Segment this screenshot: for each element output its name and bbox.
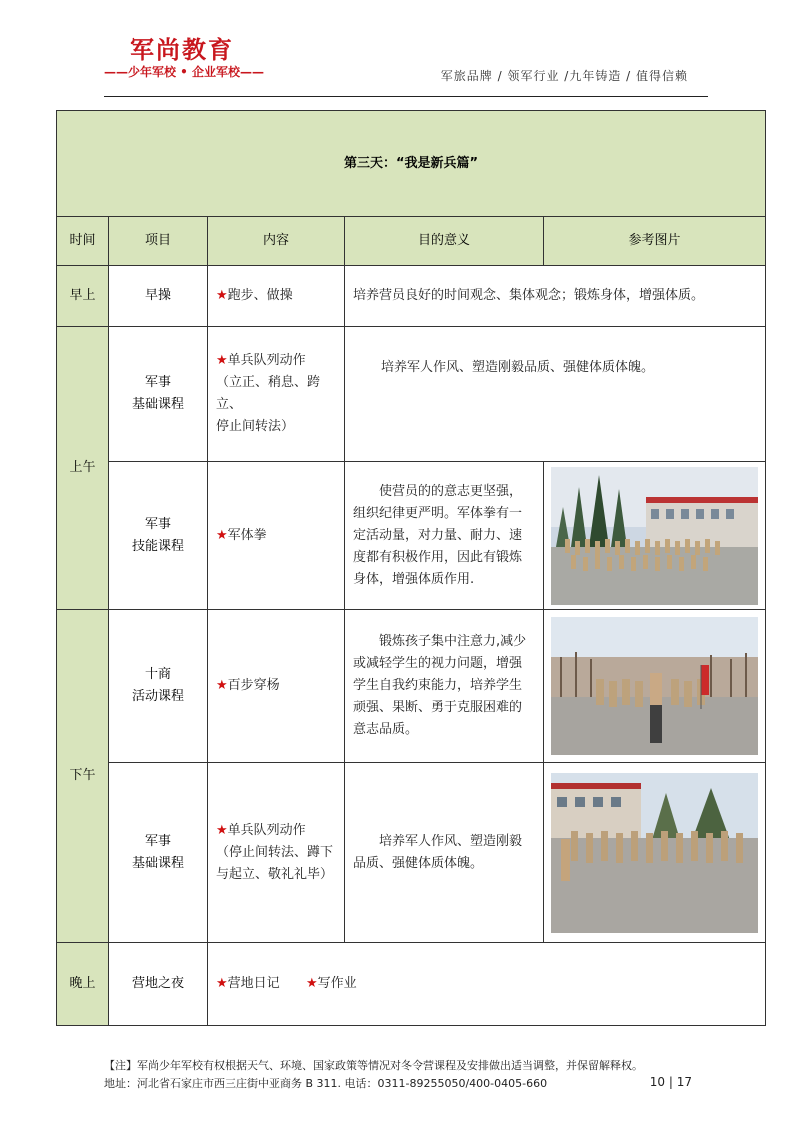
column-header-photo: 参考图片 [544, 217, 766, 266]
project-cell: 早操 [109, 266, 208, 327]
time-cell-forenoon: 上午 [57, 327, 109, 610]
schedule-table [56, 110, 766, 1026]
content-cell: ★军体拳 [208, 462, 345, 610]
purpose-cell: 培养军人作风、塑造刚毅品质、强健体质体魄。 [345, 327, 766, 462]
content-cell: ★跑步、做操 [208, 266, 345, 327]
project-cell: 军事 技能课程 [109, 462, 208, 610]
column-header-purpose: 目的意义 [345, 217, 544, 266]
content-cell: ★百步穿杨 [208, 610, 345, 763]
column-header-content: 内容 [208, 217, 345, 266]
column-header-project: 项目 [109, 217, 208, 266]
table-row [57, 327, 766, 462]
project-cell: 十商 活动课程 [109, 610, 208, 763]
star-icon: ★ [216, 288, 228, 303]
project-cell: 营地之夜 [109, 943, 208, 1026]
table-row [57, 266, 766, 327]
table-row [57, 462, 766, 610]
content-cell: ★营地日记 ★写作业 [208, 943, 766, 1026]
time-cell-evening: 晚上 [57, 943, 109, 1026]
header-divider [104, 96, 708, 97]
table-row [57, 610, 766, 763]
purpose-cell: 锻炼孩子集中注意力,减少或减轻学生的视力问题，增强学生自我约束能力，培养学生顽强、果断、勇于克服困难的意志品质。 [345, 610, 544, 763]
time-cell-afternoon: 下午 [57, 610, 109, 943]
star-icon: ★ [216, 976, 228, 991]
content-cell: ★单兵队列动作 （立正、稍息、跨立、 停止间转法） [208, 327, 345, 462]
footer-note: 【注】军尚少年军校有权根据天气、环境、国家政策等情况对冬令营课程及安排做出适当调整，并保留解释权。 [104, 1059, 643, 1072]
purpose-cell: 培养军人作风、塑造刚毅品质、强健体质体魄。 [345, 763, 544, 943]
logo-title: 军尚教育 [130, 35, 234, 64]
page-number: 10 | 17 [649, 1075, 692, 1089]
drill-photo-image [551, 467, 758, 605]
content-cell: ★单兵队列动作 （停止间转法、蹲下 与起立、敬礼礼毕） [208, 763, 345, 943]
time-cell-morning: 早上 [57, 266, 109, 327]
footer-address: 地址：河北省石家庄市西三庄街中亚商务 B 311. 电话：0311-89255050/400-0405-660 [104, 1077, 548, 1090]
header-slogan: 军旅品牌 / 领军行业 /九年铸造 / 值得信赖 [440, 69, 688, 83]
star-icon: ★ [216, 822, 228, 838]
activity-photo-image [551, 617, 758, 755]
star-icon: ★ [305, 976, 318, 991]
purpose-cell: 使营员的的意志更坚强，组织纪律更严明。军体拳有一定活动量，对力量、耐力、速度都有积极作用，因此有锻炼身体，增强体质作用. [345, 462, 544, 610]
table-title: 第三天：“我是新兵篇” [57, 111, 766, 217]
star-icon: ★ [216, 678, 228, 693]
salute-photo-image [551, 773, 758, 933]
reference-photo-cell [544, 462, 766, 610]
table-row [57, 763, 766, 943]
star-icon: ★ [216, 353, 228, 368]
purpose-cell: 培养营员良好的时间观念、集体观念；锻炼身体，增强体质。 [345, 266, 766, 327]
reference-photo-cell [544, 610, 766, 763]
logo-subtitle: ——少年军校 • 企业军校—— [104, 65, 265, 79]
table-row [57, 943, 766, 1026]
table-header-row [57, 217, 766, 266]
project-cell: 军事 基础课程 [109, 763, 208, 943]
star-icon: ★ [216, 527, 228, 543]
reference-photo-cell [544, 763, 766, 943]
column-header-time: 时间 [57, 217, 109, 266]
project-cell: 军事 基础课程 [109, 327, 208, 462]
